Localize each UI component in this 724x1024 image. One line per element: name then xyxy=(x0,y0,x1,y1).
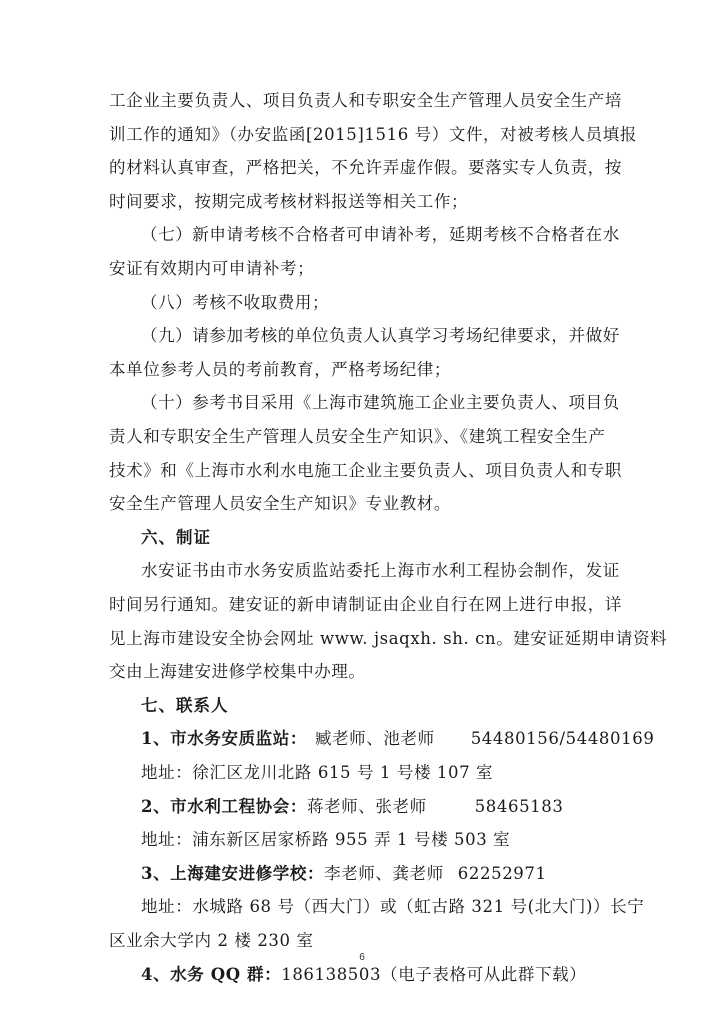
contact-phone: 62252971 xyxy=(457,863,547,883)
contact-address: 地址：浦东新区居家桥路 955 弄 1 号楼 503 室 xyxy=(141,830,511,850)
item-8-line: （八）考核不收取费用； xyxy=(141,292,330,312)
item-10-line: 技术》和《上海市水利水电施工企业主要负责人、项目负责人和专职 xyxy=(109,460,622,480)
paragraph-line: 的材料认真审查，严格把关，不允许弄虚作假。要落实专人负责，按 xyxy=(109,158,622,178)
section-6-heading: 六、制证 xyxy=(141,527,211,547)
paragraph-line: 时间要求，按期完成考核材料报送等相关工作； xyxy=(109,191,469,211)
section-7-heading: 七、联系人 xyxy=(141,695,229,715)
contact-people: 蒋老师、张老师 xyxy=(306,796,427,816)
section-6-line: 交由上海建安进修学校集中办理。 xyxy=(109,662,366,682)
contact-org: 3、上海建安进修学校： xyxy=(141,863,325,883)
contact-org: 1、市水务安质监站： xyxy=(141,729,307,749)
contact-people: 李老师、龚老师 xyxy=(324,863,444,883)
qq-group-label: 4、水务 QQ 群： xyxy=(141,964,282,984)
item-7-line: （七）新申请考核不合格者可申请补考，延期考核不合格者在水 xyxy=(141,225,620,245)
contact-row xyxy=(141,729,653,749)
paragraph-line: 训工作的通知》（办安监函[2015]1516 号）文件，对被考核人员填报 xyxy=(109,124,637,144)
contact-row xyxy=(141,797,653,817)
item-10-line: 责人和专职安全生产管理人员安全生产知识》、《建筑工程安全生产 xyxy=(109,427,606,446)
item-9-line: 本单位参考人员的考前教育，严格考场纪律； xyxy=(109,359,451,379)
page-number: 6 xyxy=(359,952,365,963)
item-10-line: 安全生产管理人员安全生产知识》专业教材。 xyxy=(109,494,451,514)
section-6-line: 时间另行通知。建安证的新申请制证由企业自行在网上进行申报，详 xyxy=(109,595,622,614)
section-6-line: 水安证书由市水务安质监站委托上海市水利工程协会制作，发证 xyxy=(141,561,620,581)
qq-group-value: 186138503（电子表格可从此群下载） xyxy=(281,964,587,984)
contact-people: 臧老师、池老师 xyxy=(314,729,435,749)
item-9-line: （九）请参加考核的单位负责人认真学习考场纪律要求，并做好 xyxy=(141,326,620,346)
contact-row xyxy=(141,864,653,884)
qq-group-row xyxy=(141,965,653,985)
paragraph-line: 工企业主要负责人、项目负责人和专职安全生产管理人员安全生产培 xyxy=(109,91,622,110)
contact-address: 地址：水城路 68 号（西大门）或（虹古路 321 号(北大门)）长宁 xyxy=(141,897,645,917)
contact-address: 地址：徐汇区龙川北路 615 号 1 号楼 107 室 xyxy=(141,763,494,782)
item-10-line: （十）参考书目采用《上海市建筑施工企业主要负责人、项目负 xyxy=(141,393,620,413)
contact-phone: 54480156/54480169 xyxy=(470,729,655,749)
contact-address: 区业余大学内 2 楼 230 室 xyxy=(109,931,314,950)
contact-phone: 58465183 xyxy=(474,796,564,816)
item-7-line: 安证有效期内可申请补考； xyxy=(109,259,315,278)
contact-org: 2、市水利工程协会： xyxy=(141,796,307,816)
section-6-line: 见上海市建设安全协会网址 www. jsaqxh. sh. cn。建安证延期申请资料 xyxy=(109,628,668,648)
